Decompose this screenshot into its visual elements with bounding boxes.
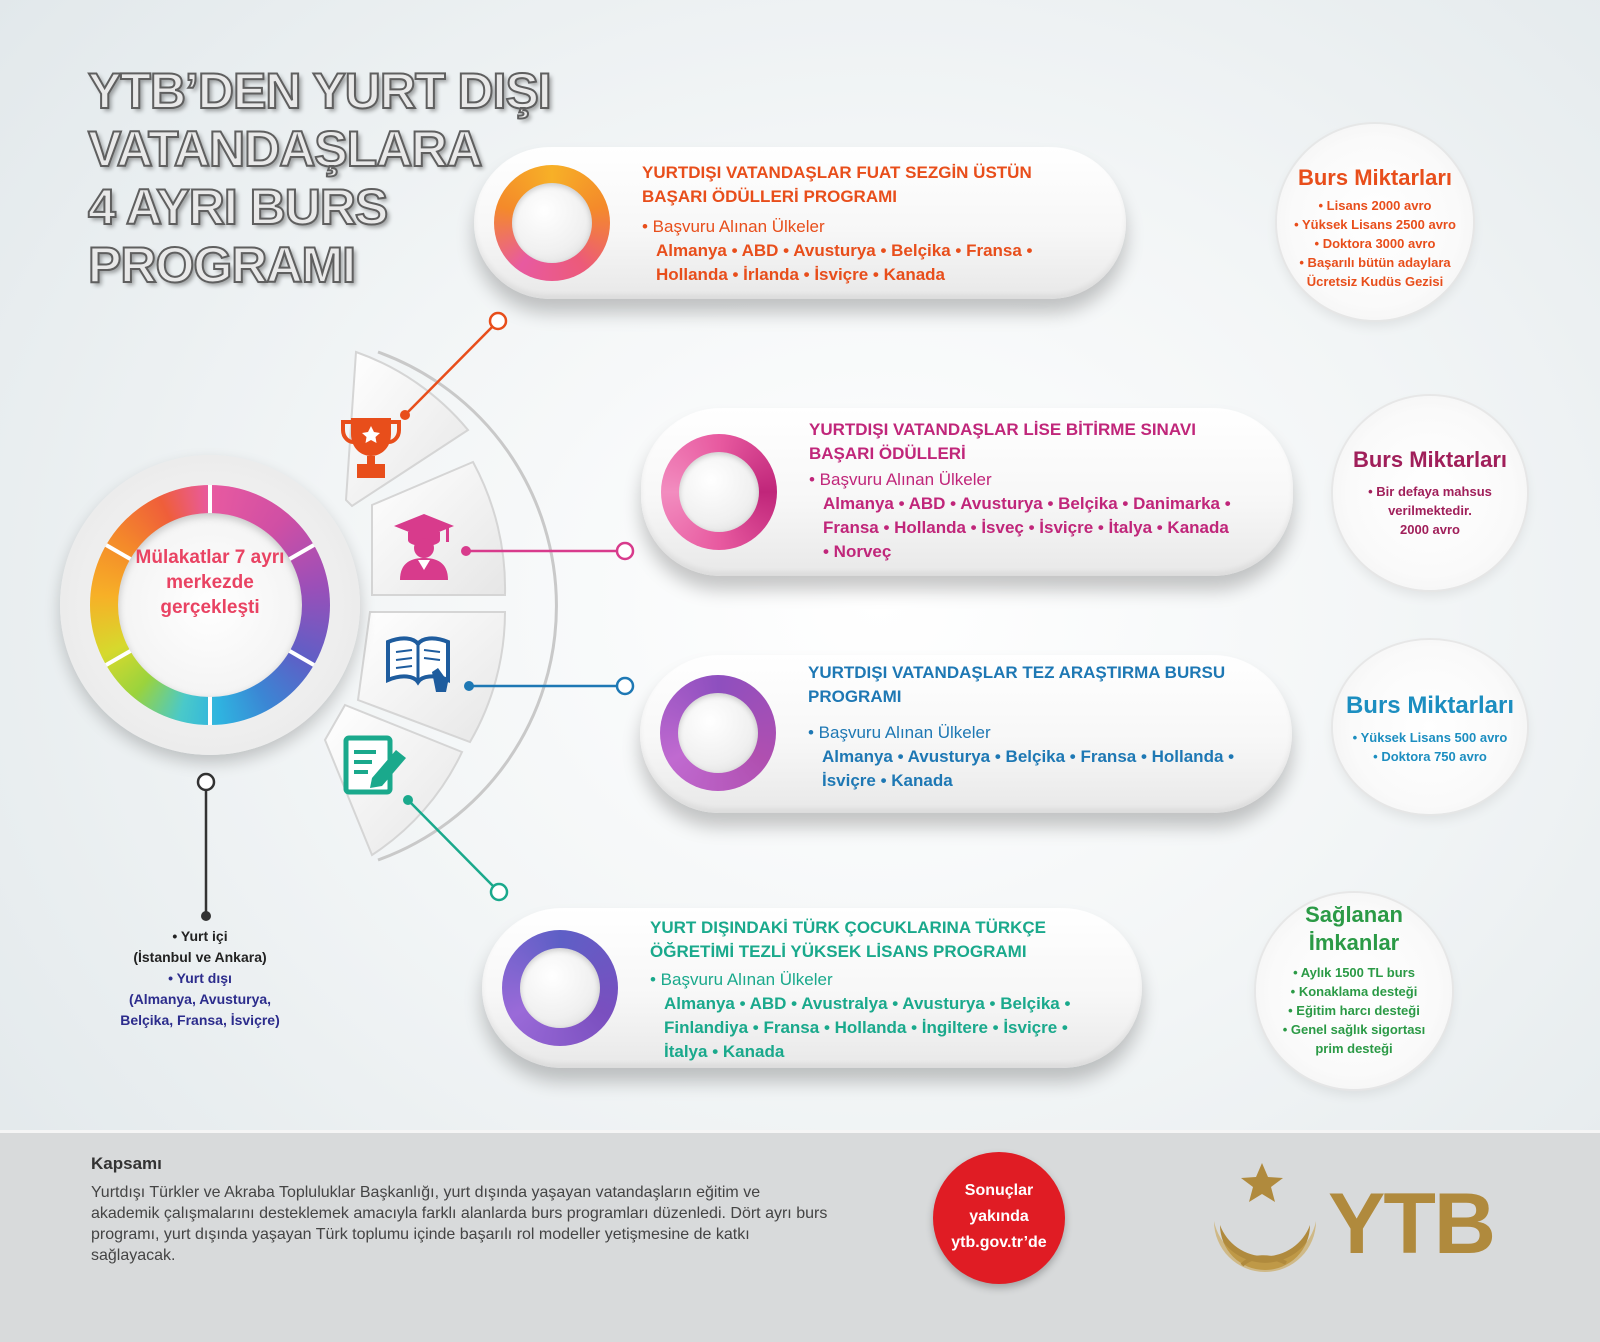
connector-dot-2 (461, 546, 471, 556)
program-card-4 (482, 908, 1142, 1068)
program-ring-3 (660, 675, 776, 791)
facilities-item: • Aylık 1500 TL burs (1293, 965, 1415, 980)
scholarship-item: • Doktora 750 avro (1373, 749, 1487, 764)
facilities-item: • Genel sağlık sigortası (1282, 1022, 1426, 1037)
scholarship-item: • Yüksek Lisans 2500 avro (1294, 217, 1456, 232)
countries-list: Almanya • Avusturya • Belçika • Fransa • Hollanda • İsviçre • Kanada (822, 747, 1235, 790)
facilities-title: Sağlanan İmkanlar (1305, 902, 1403, 955)
countries-list: Almanya • ABD • Avusturya • Belçika • Danimarka • Fransa • Hollanda • İsveç • İsviçre • İtalya • Kanada • Norveç (823, 494, 1231, 561)
abroad-label: • Yurt dışı (168, 970, 232, 986)
scholarship-title: Burs Miktarları (1297, 165, 1453, 190)
program-card-3 (640, 655, 1292, 813)
countries-label: • Başvuru Alınan Ülkeler (642, 217, 825, 236)
interview-wheel (60, 455, 360, 755)
connector-dot-4 (403, 795, 413, 805)
connector-ring-center (198, 774, 214, 790)
program-text-3 (808, 661, 1236, 793)
interview-centers-list (110, 926, 290, 1031)
program-title-2: YURTDIŞI VATANDAŞLAR LİSE BİTİRME SINAVI BAŞARI ÖDÜLLERİ (809, 420, 1196, 463)
connector-ring-1 (490, 313, 506, 329)
countries-list: Almanya • ABD • Avustralya • Avusturya • Belçika • Finlandiya • Fransa • Hollanda • İngiltere • İsviçre • İtalya • Kanada (664, 994, 1071, 1061)
stamp-line: yakında (969, 1208, 1029, 1225)
scholarship-item: • Başarılı bütün adaylara (1299, 255, 1451, 270)
scholarship-title: Burs Miktarları (1352, 447, 1508, 472)
crescent-star-icon (1200, 1155, 1330, 1295)
program-card-1 (474, 147, 1126, 299)
scholarship-item: • Yüksek Lisans 500 avro (1352, 730, 1508, 745)
countries-label: • Başvuru Alınan Ülkeler (809, 470, 992, 489)
scholarship-item: • Doktora 3000 avro (1314, 236, 1436, 251)
program-title-4: YURT DIŞINDAKİ TÜRK ÇOCUKLARINA TÜRKÇE ÖĞRETİMİ TEZLİ YÜKSEK LİSANS PROGRAMI (650, 918, 1047, 961)
domestic-label: • Yurt içi (172, 928, 228, 944)
program-text-4 (650, 916, 1086, 1064)
title-line: VATANDAŞLARA (88, 121, 482, 177)
program-title-3: YURTDIŞI VATANDAŞLAR TEZ ARAŞTIRMA BURSU PROGRAMI (808, 663, 1226, 706)
stamp-line: Sonuçlar (964, 1182, 1034, 1199)
countries-list: Almanya • ABD • Avusturya • Belçika • Fransa • Hollanda • İrlanda • İsviçre • Kanada (656, 241, 1033, 284)
program-countries-2 (809, 468, 1237, 564)
scholarship-amounts-1 (1277, 124, 1473, 320)
scholarship-amounts-3 (1333, 640, 1527, 814)
scholarship-item: Ücretsiz Kudüs Gezisi (1306, 274, 1444, 289)
connector-line-1 (405, 322, 497, 415)
countries-label: • Başvuru Alınan Ülkeler (808, 723, 991, 742)
scholarship-amounts-2 (1333, 396, 1527, 590)
stamp-text (933, 1178, 1065, 1256)
scholarship-item: 2000 avro (1400, 522, 1460, 537)
facilities-circle (1256, 893, 1452, 1089)
program-countries-3 (808, 721, 1236, 793)
connector-ring-2 (617, 543, 633, 559)
title-line: PROGRAMI (88, 237, 355, 293)
program-countries-1 (642, 215, 1070, 287)
connector-ring-3 (617, 678, 633, 694)
abroad-countries: (Almanya, Avusturya, Belçika, Fransa, İsviçre) (120, 991, 280, 1028)
title-line: 4 AYRI BURS (88, 179, 388, 235)
connector-dot-center (201, 911, 211, 921)
ytb-logo (1200, 1155, 1500, 1295)
facilities-item: prim desteği (1315, 1041, 1393, 1056)
logo-text: YTB (1328, 1176, 1494, 1272)
footer-heading: Kapsamı (91, 1154, 162, 1173)
stamp-line: ytb.gov.tr’de (951, 1234, 1047, 1251)
scholarship-item: verilmektedir. (1388, 503, 1472, 518)
program-text-1 (642, 161, 1070, 287)
footer-description: Yurtdışı Türkler ve Akraba Topluluklar Başkanlığı, yurt dışında yaşayan vatandaşların eğitim ve akademik çalışmalarını desteklemek amacıyla farklı alanlarda burs programları düzenledi. Dört ayrı burs programı, yurt dışında yaşayan Türk toplumu içinde başarılı rol modeller yetişmesine de katkı sağlayacak. (91, 1184, 828, 1264)
facilities-item: • Eğitim harcı desteği (1288, 1003, 1420, 1018)
program-ring-2 (661, 434, 777, 550)
connector-line-4 (408, 800, 493, 886)
countries-label: • Başvuru Alınan Ülkeler (650, 970, 833, 989)
program-text-2 (809, 418, 1237, 564)
program-ring-4 (502, 930, 618, 1046)
program-ring-1 (494, 165, 610, 281)
connector-dot-1 (400, 410, 410, 420)
results-stamp (933, 1152, 1065, 1284)
scholarship-item: • Bir defaya mahsus (1368, 484, 1492, 499)
connector-dot-3 (464, 681, 474, 691)
program-title-1: YURTDIŞI VATANDAŞLAR FUAT SEZGİN ÜSTÜN BAŞARI ÖDÜLLERİ PROGRAMI (642, 163, 1032, 206)
wheel-center-text: Mülakatlar 7 ayrı merkezde gerçekleşti (135, 547, 285, 618)
connector-ring-4 (491, 884, 507, 900)
scholarship-title: Burs Miktarları (1345, 692, 1515, 719)
title-line: YTB’DEN YURT DIŞI (88, 63, 551, 119)
domestic-cities: (İstanbul ve Ankara) (133, 949, 267, 965)
program-card-2 (641, 408, 1293, 576)
scholarship-item: • Lisans 2000 avro (1318, 198, 1432, 213)
facilities-item: • Konaklama desteği (1290, 984, 1418, 999)
program-countries-4 (650, 968, 1086, 1064)
